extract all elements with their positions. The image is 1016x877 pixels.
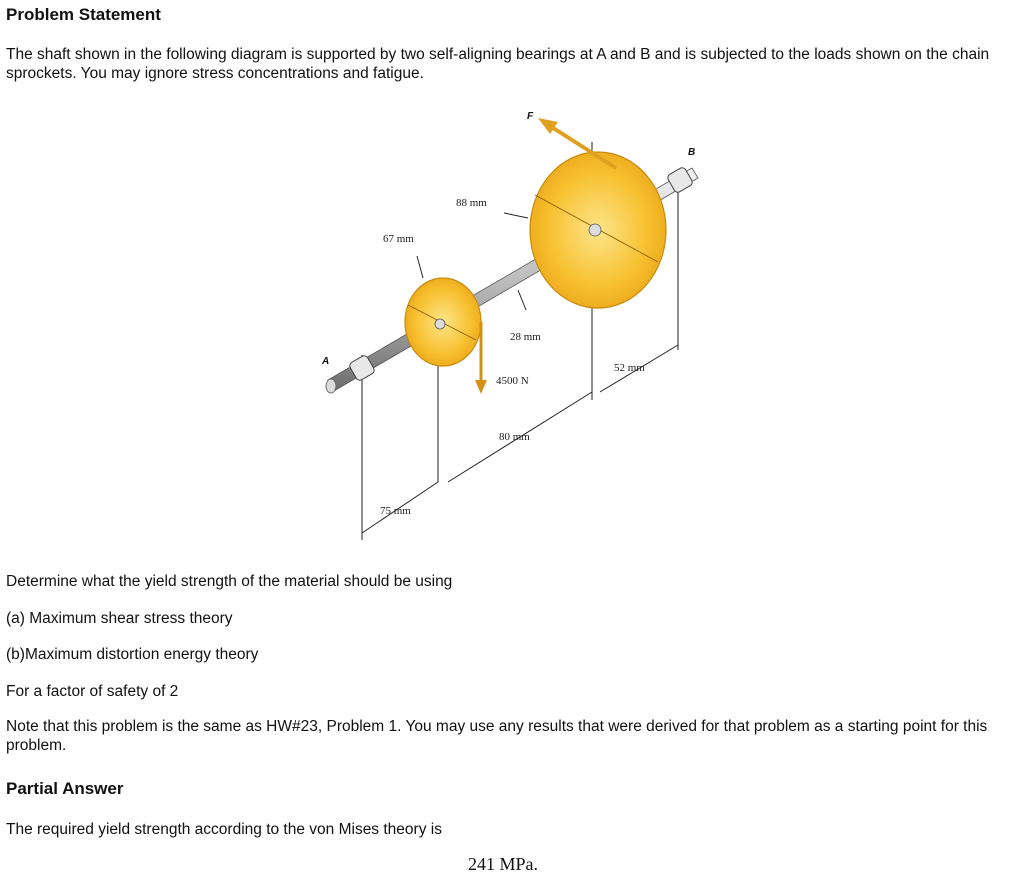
label-80mm: 80 mm [499,431,530,443]
label-a: A [322,356,330,367]
label-52mm: 52 mm [614,362,645,374]
label-f: F [527,111,534,122]
label-4500n: 4500 N [496,375,529,387]
label-28mm: 28 mm [510,331,541,343]
label-75mm: 75 mm [380,505,411,517]
label-b: B [688,147,696,158]
question-part-b: (b)Maximum distortion energy theory [6,646,259,663]
partial-answer-text: The required yield strength according to the von Mises theory is [6,821,442,838]
factor-of-safety-text: For a factor of safety of 2 [6,683,179,700]
large-sprocket [530,152,666,308]
problem-statement-text: The shaft shown in the following diagram is supported by two self-aligning bearings at A and B and is subjected to the loads shown on the chain sprockets. You may ignore stress concentrations and fatigue. [6,46,990,82]
label-88mm: 88 mm [456,197,487,209]
partial-answer-value: 241 MPa. [468,854,539,874]
partial-answer-heading: Partial Answer [6,779,124,798]
note-text: Note that this problem is the same as HW#23, Problem 1. You may use any results that were derived for that problem as a starting point for this problem. [6,718,988,754]
problem-statement-heading: Problem Statement [6,5,161,24]
question-determine: Determine what the yield strength of the material should be using [6,573,453,590]
question-part-a: (a) Maximum shear stress theory [6,610,233,627]
small-sprocket [405,278,481,366]
label-67mm: 67 mm [383,233,414,245]
shaft-diagram [300,100,720,550]
